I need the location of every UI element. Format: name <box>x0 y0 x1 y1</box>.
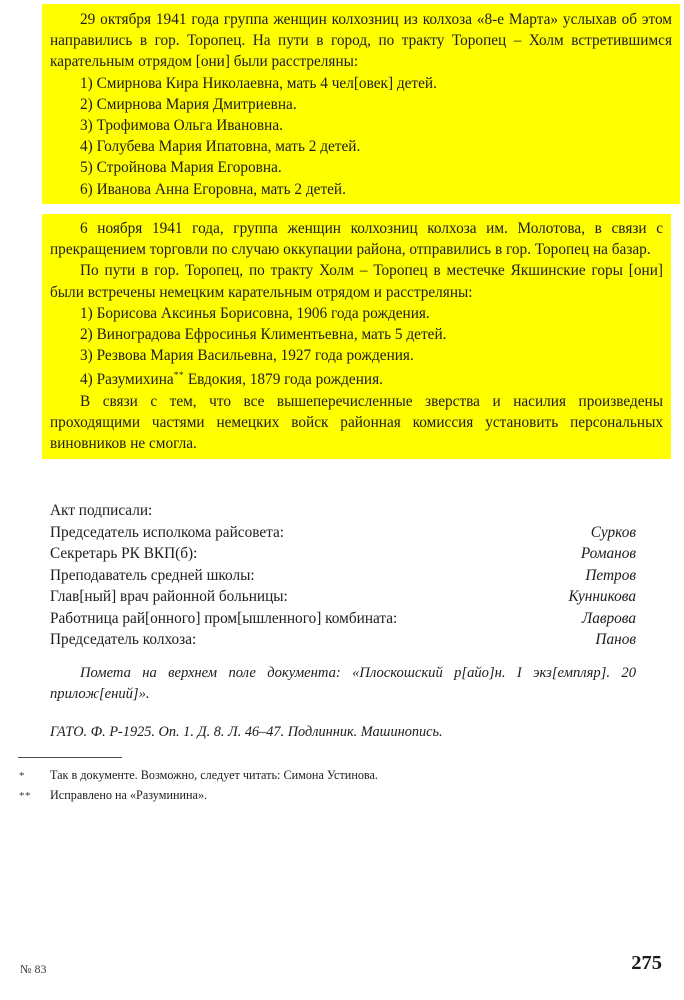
signature-role: Глав[ный] врач районной больницы: <box>50 588 288 605</box>
highlighted-text-block-2 <box>42 214 671 459</box>
signature-row <box>50 565 636 587</box>
victim-list-item: 5) Стройнова Мария Егоровна. <box>80 159 282 177</box>
victim-list-item: 2) Виноградова Ефросинья Климентьевна, мать 5 детей. <box>80 326 447 344</box>
footnotes-section <box>0 765 640 805</box>
signature-name: Сурков <box>590 523 636 541</box>
footnote-reference-marker: ** <box>173 371 184 382</box>
editorial-note-pometa: Помета на верхнем поле документа: «Плоскошский р[айо]н. I экз[емпляр]. 20 прилож[ений]». <box>50 665 636 702</box>
signature-row <box>50 586 636 608</box>
signature-name: Лаврова <box>581 609 636 627</box>
victim-list-item: 2) Смирнова Мария Дмитриевна. <box>80 95 297 113</box>
paragraph-1941-november-6: 6 ноября 1941 года, группа женщин колхозниц колхоза им. Молотова, в связи с прекращением торговли по случаю оккупации района, отправились в гор. Торопец на базар. <box>50 220 663 259</box>
footnote-marker: * <box>19 770 25 782</box>
victim-list-item: 3) Резвова Мария Васильевна, 1927 года рождения. <box>80 347 414 365</box>
signature-intro-label: Акт подписали: <box>50 502 153 519</box>
paragraph-commission-conclusion: В связи с тем, что все вышеперечисленные зверства и насилия произведены проходящими частями немецких войск районная комиссия установить персональных виновников не смогла. <box>50 392 663 453</box>
footer-page-number: 275 <box>631 952 662 974</box>
footnote-text: Так в документе. Возможно, следует читать: Симона Устинова. <box>50 768 378 782</box>
footnote-separator-rule <box>18 757 122 758</box>
victim-list-item <box>50 366 663 390</box>
victim-list-item: 1) Борисова Аксинья Борисовна, 1906 года рождения. <box>80 304 430 322</box>
signature-row <box>50 543 636 565</box>
paragraph-1941-october-29: 29 октября 1941 года группа женщин колхозниц из колхоза «8-е Марта» услыхав об этом направились в гор. Торопец. На пути в город, по тракту Торопец – Холм встретившимся карательным отрядом [они] были расстреляны: <box>50 11 672 71</box>
signature-role: Председатель колхоза: <box>50 631 197 648</box>
signature-row <box>50 629 636 651</box>
signature-role: Преподаватель средней школы: <box>50 566 255 584</box>
signature-name: Панов <box>595 631 636 648</box>
paragraph-yakshinskie-gory: По пути в гор. Торопец, по тракту Холм – Торопец в местечке Якшинские горы [они] были встречены немецким карательным отрядом и расстреляны: <box>50 262 663 301</box>
signature-row <box>50 608 636 630</box>
signature-role: Секретарь РК ВКП(б): <box>50 545 198 562</box>
footnote-entry <box>0 785 640 805</box>
signature-name: Кунникова <box>568 588 636 605</box>
signature-row <box>50 522 636 544</box>
signature-role: Работница рай[онного] пром[ышленного] комбината: <box>50 609 398 627</box>
victim-name-suffix: Евдокия, 1879 года рождения. <box>184 371 383 389</box>
highlighted-text-block-1 <box>42 4 680 204</box>
signature-block <box>50 500 636 651</box>
footnote-text: Исправлено на «Разуминина». <box>50 788 208 802</box>
victim-list-item: 3) Трофимова Ольга Ивановна. <box>80 117 283 135</box>
victim-list-item: 4) Голубева Мария Ипатовна, мать 2 детей. <box>80 138 361 156</box>
victim-name-prefix: 4) Разумихина <box>80 371 174 389</box>
victim-list-item: 1) Смирнова Кира Николаевна, мать 4 чел[овек] детей. <box>80 74 437 92</box>
victim-list-item: 6) Иванова Анна Егоровна, мать 2 детей. <box>80 180 346 198</box>
footnote-entry <box>0 765 640 785</box>
archive-reference: ГАТО. Ф. Р-1925. Оп. 1. Д. 8. Л. 46–47. Подлинник. Машинопись. <box>50 724 443 740</box>
signature-name: Петров <box>585 566 636 584</box>
signature-role: Председатель исполкома райсовета: <box>50 523 285 541</box>
footnote-marker: ** <box>19 790 31 802</box>
signature-name: Романов <box>580 545 636 562</box>
footer-document-number: № 83 <box>20 962 47 976</box>
